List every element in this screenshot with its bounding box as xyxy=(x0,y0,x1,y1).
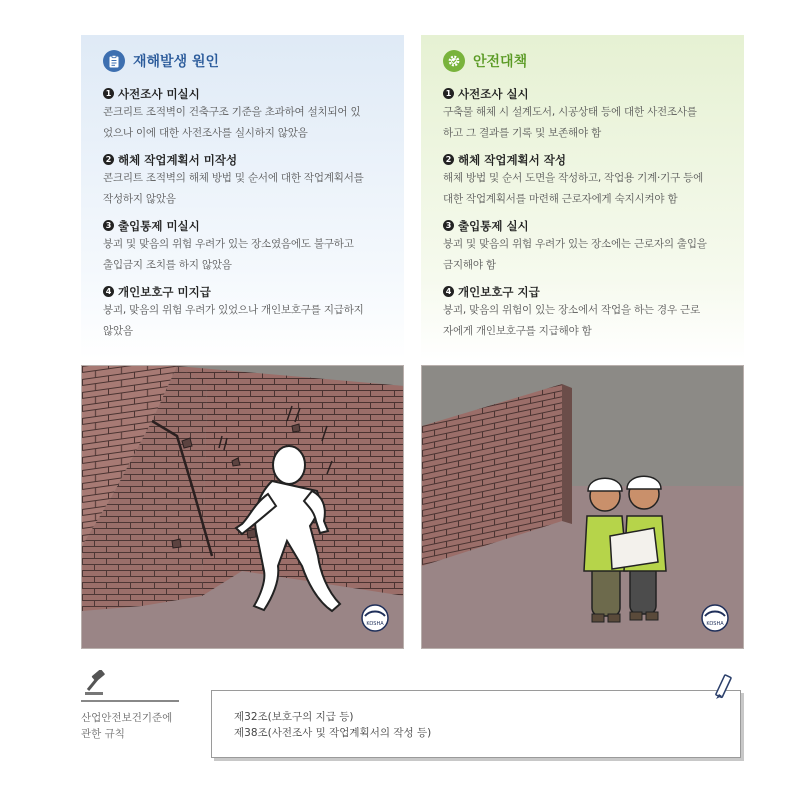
number-badge: 2 xyxy=(443,154,454,165)
collapse-illustration xyxy=(81,365,404,649)
cause-desc-line: 작성하지 않았음 xyxy=(103,193,176,205)
number-badge: 1 xyxy=(443,88,454,99)
measure-item xyxy=(443,217,724,276)
cause-item xyxy=(103,283,384,342)
measure-desc-line: 하고 그 결과를 기록 및 보존해야 함 xyxy=(443,127,602,139)
measures-header xyxy=(443,49,724,73)
cause-title: 사전조사 미실시 xyxy=(118,86,200,101)
number-badge: 2 xyxy=(103,154,114,165)
cause-desc-line: 콘크리트 조적벽의 해체 방법 및 순서에 대한 작업계획서를 xyxy=(103,172,364,184)
svg-text:KOSHA: KOSHA xyxy=(706,621,724,627)
measure-title: 사전조사 실시 xyxy=(458,86,529,101)
measure-item xyxy=(443,283,724,342)
cause-desc-line: 었으나 이에 대한 사전조사를 실시하지 않았음 xyxy=(103,127,308,139)
law-box xyxy=(211,690,741,758)
measure-desc-line: 해체 방법 및 순서 도면을 작성하고, 작업용 기계·기구 등에 xyxy=(443,172,704,184)
measure-desc-line: 구축물 해체 시 설계도서, 시공상태 등에 대한 사전조사를 xyxy=(443,106,697,118)
gavel-icon xyxy=(83,670,109,700)
cause-title: 개인보호구 미지급 xyxy=(118,284,211,299)
safety-illustration xyxy=(421,365,744,649)
cause-desc-line: 붕괴 및 맞음의 위험 우려가 있는 장소였음에도 불구하고 xyxy=(103,238,354,250)
measure-desc-line: 붕괴, 맞음의 위험이 있는 장소에서 작업을 하는 경우 근로 xyxy=(443,304,700,316)
cause-item xyxy=(103,151,384,210)
law-label: 산업안전보건기준에 관한 규칙 xyxy=(81,712,173,740)
measure-item xyxy=(443,85,724,144)
law-reference xyxy=(81,670,741,765)
measure-title: 개인보호구 지급 xyxy=(458,284,540,299)
number-badge: 4 xyxy=(443,286,454,297)
blueprint-document xyxy=(610,528,658,569)
pencil-icon xyxy=(713,672,735,708)
measure-item xyxy=(443,151,724,210)
measure-desc-line: 금지해야 함 xyxy=(443,259,496,271)
cause-item xyxy=(103,85,384,144)
cause-desc-line: 붕괴, 맞음의 위험 우려가 있었으나 개인보호구를 지급하지 xyxy=(103,304,364,316)
number-badge: 4 xyxy=(103,286,114,297)
clipboard-icon xyxy=(103,50,125,72)
gear-check-icon xyxy=(443,50,465,72)
measure-desc-line: 붕괴 및 맞음의 위험 우려가 있는 장소에는 근로자의 출입을 xyxy=(443,238,707,250)
measures-title: 안전대책 xyxy=(473,54,528,70)
cause-desc-line: 콘크리트 조적벽이 건축구조 기준을 초과하여 설치되어 있 xyxy=(103,106,361,118)
causes-title: 재해발생 원인 xyxy=(133,54,220,70)
law-line: 제32조(보호구의 지급 등) xyxy=(234,711,354,723)
kosha-logo-icon xyxy=(362,605,388,631)
measure-title: 출입통제 실시 xyxy=(458,218,529,233)
causes-header xyxy=(103,49,384,73)
number-badge: 1 xyxy=(103,88,114,99)
measure-desc-line: 대한 작업계획서를 마련해 근로자에게 숙지시켜야 함 xyxy=(443,193,678,205)
kosha-logo-icon xyxy=(702,605,728,631)
divider xyxy=(81,700,179,702)
measures-panel xyxy=(421,35,744,360)
svg-text:KOSHA: KOSHA xyxy=(366,621,384,627)
causes-panel xyxy=(81,35,404,360)
measure-desc-line: 자에게 개인보호구를 지급해야 함 xyxy=(443,325,592,337)
law-line: 제38조(사전조사 및 작업계획서의 작성 등) xyxy=(234,727,432,739)
cause-title: 해체 작업계획서 미작성 xyxy=(118,152,238,167)
cause-desc-line: 출입금지 조치를 하지 않았음 xyxy=(103,259,232,271)
cause-item xyxy=(103,217,384,276)
cause-title: 출입통제 미실시 xyxy=(118,218,200,233)
number-badge: 3 xyxy=(443,220,454,231)
measure-title: 해체 작업계획서 작성 xyxy=(458,152,566,167)
number-badge: 3 xyxy=(103,220,114,231)
cause-desc-line: 않았음 xyxy=(103,325,133,337)
